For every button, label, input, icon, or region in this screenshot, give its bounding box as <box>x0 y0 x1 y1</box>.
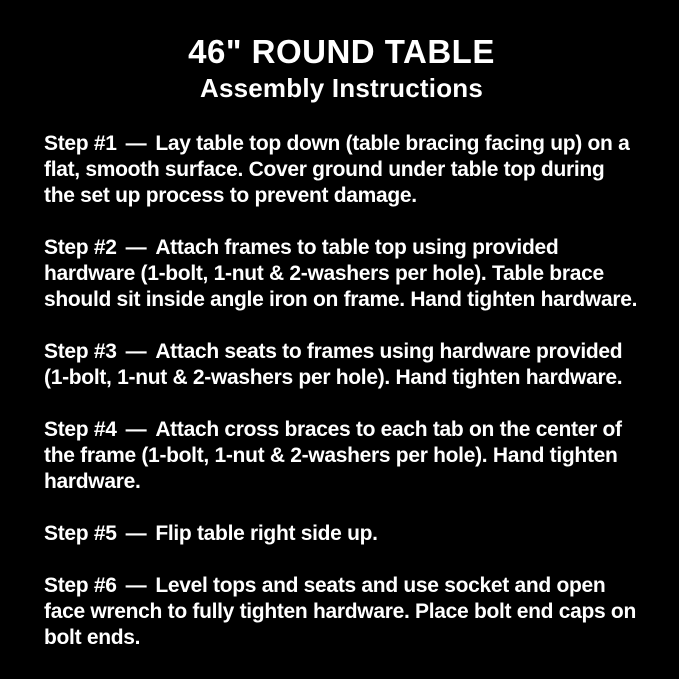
step-5-separator: — <box>125 521 147 545</box>
step-3-text: Attach seats to frames using hardware provided (1-bolt, 1-nut & 2-washers per hole). Hand tighten hardware. <box>44 339 623 389</box>
step-2 <box>44 235 639 313</box>
step-6-label: Step #6 <box>44 573 117 597</box>
step-1-separator: — <box>125 131 147 155</box>
step-5 <box>44 521 639 547</box>
step-6-text: Level tops and seats and use socket and open face wrench to fully tighten hardware. Place bolt end caps on bolt ends. <box>44 573 636 649</box>
page-title: 46" ROUND TABLE <box>188 33 495 70</box>
page-subtitle: Assembly Instructions <box>199 73 484 104</box>
steps-list <box>44 131 639 651</box>
step-5-text: Flip table right side up. <box>155 521 378 545</box>
step-6-separator: — <box>125 573 147 597</box>
step-3-label: Step #3 <box>44 339 117 363</box>
step-1-label: Step #1 <box>44 131 117 155</box>
step-5-label: Step #5 <box>44 521 117 545</box>
step-4-separator: — <box>125 417 147 441</box>
step-1-text: Lay table top down (table bracing facing up) on a flat, smooth surface. Cover ground under table top during the set up process to prevent damage. <box>44 131 630 207</box>
step-6 <box>44 573 639 651</box>
step-3-separator: — <box>125 339 147 363</box>
step-3 <box>44 339 639 391</box>
step-1 <box>44 131 639 209</box>
step-2-text: Attach frames to table top using provided hardware (1-bolt, 1-nut & 2-washers per hole). Table brace should sit inside angle iron on frame. Hand tighten hardware. <box>44 235 638 311</box>
step-4-text: Attach cross braces to each tab on the center of the frame (1-bolt, 1-nut & 2-washers per hole). Hand tighten hardware. <box>44 417 622 493</box>
step-4 <box>44 417 639 495</box>
step-2-separator: — <box>125 235 147 259</box>
step-2-label: Step #2 <box>44 235 117 259</box>
step-4-label: Step #4 <box>44 417 117 441</box>
